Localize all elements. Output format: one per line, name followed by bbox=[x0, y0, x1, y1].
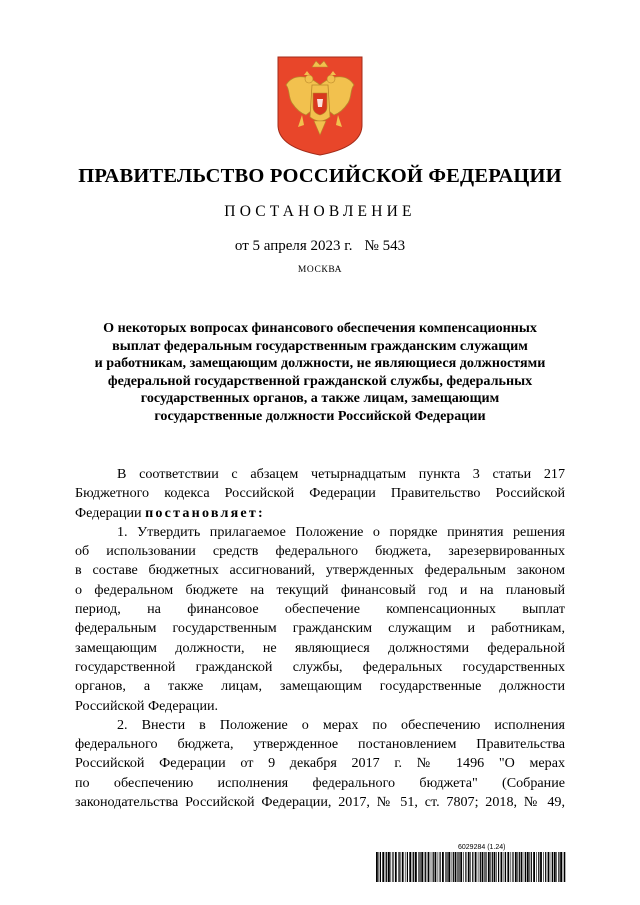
barcode-bar bbox=[498, 852, 499, 882]
barcode-bar bbox=[492, 852, 493, 882]
barcode-bar bbox=[379, 852, 380, 882]
barcode-bar bbox=[536, 852, 537, 882]
barcode-bar bbox=[402, 852, 404, 882]
document-heading bbox=[70, 320, 570, 426]
document-type: ПОСТАНОВЛЕНИЕ bbox=[224, 203, 416, 220]
barcode-bar bbox=[409, 852, 411, 882]
body-line: Российской Федерации. bbox=[75, 697, 219, 714]
barcode-bar bbox=[548, 852, 550, 882]
barcode-bar bbox=[485, 852, 486, 882]
barcode-bar bbox=[470, 852, 471, 882]
barcode-bar bbox=[558, 852, 559, 882]
barcode-bar bbox=[527, 852, 529, 882]
heading-line: федеральной государственной гражданской службы, федеральных bbox=[107, 372, 533, 389]
barcode-bar bbox=[521, 852, 523, 882]
barcode-bar bbox=[472, 852, 473, 882]
barcode-bar bbox=[463, 852, 464, 882]
barcode-bar bbox=[446, 852, 447, 882]
heading-line: государственных органов, а также лицам, замещающим bbox=[140, 390, 500, 407]
decree-word: постановляет: bbox=[145, 504, 265, 521]
barcode-bar bbox=[480, 852, 481, 882]
body-line: Российской Федерации от 9 декабря 2017 г. № 1496 "О мерах bbox=[75, 755, 565, 772]
barcode-bar bbox=[505, 852, 506, 882]
city: МОСКВА bbox=[297, 265, 343, 275]
government-title: ПРАВИТЕЛЬСТВО РОССИЙСКОЙ ФЕДЕРАЦИИ bbox=[78, 165, 562, 187]
barcode-bar bbox=[517, 852, 518, 882]
document-body bbox=[75, 465, 565, 812]
barcode-bar bbox=[412, 852, 413, 882]
body-line: 1. Утвердить прилагаемое Положение о порядке принятия решения bbox=[117, 523, 565, 540]
barcode-bar bbox=[457, 852, 458, 882]
barcode-bar bbox=[538, 852, 539, 882]
barcode-number: 6029284 (1.24) bbox=[458, 844, 506, 851]
barcode-bar bbox=[418, 852, 419, 882]
body-line: об использовании средств федерального бюджета, зарезервированных bbox=[75, 543, 565, 560]
coat-of-arms-icon bbox=[276, 55, 364, 157]
body-text: Федерации bbox=[75, 504, 146, 521]
document-number: № 543 bbox=[364, 238, 406, 254]
barcode-bar bbox=[413, 852, 414, 882]
body-line: законодательства Российской Федерации, 2017, № 51, ст. 7807; 2018, № 49, bbox=[75, 794, 565, 811]
barcode-bar bbox=[529, 852, 530, 882]
body-line: федеральным государственным гражданским служащим и работникам, bbox=[75, 620, 565, 637]
barcode-bar bbox=[428, 852, 430, 882]
barcode-bar bbox=[376, 852, 378, 882]
barcode-bar bbox=[424, 852, 425, 882]
barcode-bar bbox=[382, 852, 384, 882]
barcode-bar bbox=[433, 852, 434, 882]
date-line bbox=[0, 238, 640, 255]
body-line: в составе бюджетных ассигнований, утвержденных федеральным законом bbox=[75, 562, 565, 579]
barcode-bar bbox=[515, 852, 517, 882]
barcode-bar bbox=[398, 852, 399, 882]
body-line: Бюджетного кодекса Российской Федерации Правительство Российской bbox=[75, 485, 565, 502]
barcode-bar bbox=[380, 852, 381, 882]
barcode-bar bbox=[540, 852, 542, 882]
barcode-bar bbox=[438, 852, 439, 882]
barcode-bar bbox=[440, 852, 441, 882]
barcode-bar bbox=[448, 852, 450, 882]
barcode-bar bbox=[524, 852, 525, 882]
barcode-bar bbox=[458, 852, 459, 882]
barcode-bar bbox=[405, 852, 406, 882]
barcode-bar bbox=[431, 852, 432, 882]
barcode-bar bbox=[395, 852, 397, 882]
barcode-bar bbox=[445, 852, 446, 882]
barcode-bar bbox=[425, 852, 426, 882]
barcode-bar bbox=[531, 852, 532, 882]
barcode-bar bbox=[543, 852, 544, 882]
barcode-bar bbox=[407, 852, 408, 882]
barcode-bar bbox=[556, 852, 557, 882]
barcode-bar bbox=[551, 852, 552, 882]
body-line: государственной гражданской службы, федеральных государственных bbox=[75, 658, 565, 675]
barcode-bar bbox=[552, 852, 553, 882]
barcode-bar bbox=[563, 852, 564, 882]
body-line: о федеральном бюджете на текущий финансовый год и на плановый bbox=[75, 581, 565, 598]
barcode-bar bbox=[460, 852, 462, 882]
barcode-bar bbox=[494, 852, 496, 882]
barcode-bar bbox=[484, 852, 485, 882]
barcode-bar bbox=[419, 852, 420, 882]
heading-line: О некоторых вопросах финансового обеспечения компенсационных bbox=[103, 320, 537, 336]
body-line: по обеспечению исполнения федерального бюджета" (Собрание bbox=[75, 774, 565, 791]
barcode-bar bbox=[415, 852, 417, 882]
barcode-bar bbox=[490, 852, 491, 882]
document-date: от 5 апреля 2023 г. bbox=[234, 238, 353, 254]
barcode-bar bbox=[488, 852, 490, 882]
body-line: федерального бюджета, утвержденное постановлением Правительства bbox=[75, 736, 565, 753]
barcode-bar bbox=[478, 852, 479, 882]
barcode-bar bbox=[475, 852, 477, 882]
barcode-bar bbox=[533, 852, 535, 882]
barcode-bar bbox=[507, 852, 509, 882]
barcode-bar bbox=[511, 852, 512, 882]
barcode-bar bbox=[385, 852, 386, 882]
heading-line: государственные должности Российской Федерации bbox=[154, 407, 486, 424]
body-line: замещающим должности, не являющиеся должностями федеральной bbox=[75, 639, 565, 656]
barcode-bar bbox=[465, 852, 466, 882]
barcode-bar bbox=[455, 852, 457, 882]
barcode-bar bbox=[442, 852, 444, 882]
barcode-bar bbox=[482, 852, 484, 882]
barcode-bar bbox=[519, 852, 520, 882]
body-line: В соответствии с абзацем четырнадцатым пункта 3 статьи 217 bbox=[117, 466, 565, 482]
barcode-bar bbox=[504, 852, 505, 882]
heading-line: выплат федеральным государственным гражданским служащим bbox=[112, 337, 528, 354]
barcode-bar bbox=[545, 852, 546, 882]
barcode-bar bbox=[451, 852, 452, 882]
barcode-bar bbox=[525, 852, 526, 882]
barcode-bar bbox=[468, 852, 470, 882]
barcode-bar bbox=[435, 852, 437, 882]
barcode bbox=[376, 852, 566, 882]
barcode-bar bbox=[386, 852, 387, 882]
barcode-bar bbox=[496, 852, 497, 882]
barcode-bar bbox=[453, 852, 454, 882]
body-line: 2. Внести в Положение о мерах по обеспечению исполнения bbox=[117, 716, 565, 733]
body-line: органов, а также лицам, замещающим государственные должности bbox=[75, 678, 565, 695]
barcode-bar bbox=[554, 852, 556, 882]
barcode-bar bbox=[391, 852, 392, 882]
barcode-bar bbox=[564, 852, 565, 882]
body-line: период, на финансовое обеспечение компенсационных выплат bbox=[75, 601, 565, 618]
barcode-bar bbox=[421, 852, 423, 882]
barcode-bar bbox=[392, 852, 393, 882]
barcode-bar bbox=[560, 852, 562, 882]
barcode-bar bbox=[501, 852, 503, 882]
barcode-bar bbox=[388, 852, 390, 882]
heading-line: и работникам, замещающим должности, не являющиеся должностями bbox=[94, 355, 546, 372]
body-line bbox=[75, 504, 565, 523]
barcode-bar bbox=[512, 852, 513, 882]
barcode-bar bbox=[399, 852, 400, 882]
